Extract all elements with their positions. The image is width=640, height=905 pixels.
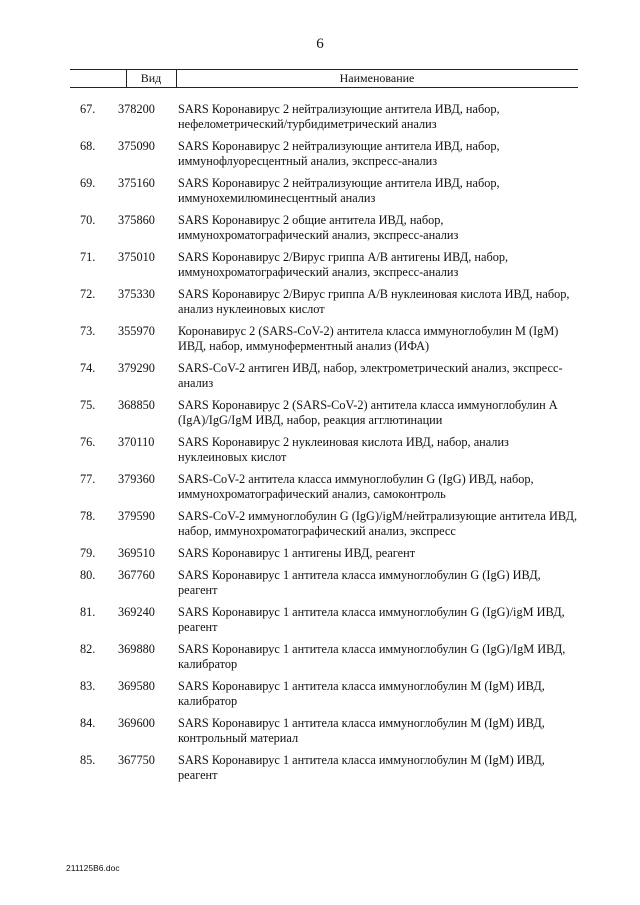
table-row: [0, 679, 640, 709]
row-name: SARS-CoV-2 антитела класса иммуноглобулин G (IgG) ИВД, набор, иммунохроматографический анализ, самоконтроль: [178, 472, 534, 501]
row-name: SARS Коронавирус 2 нейтрализующие антитела ИВД, набор, иммунохемилюминесцентный анализ: [178, 176, 500, 205]
row-name: SARS Коронавирус 2 нейтрализующие антитела ИВД, набор, нефелометрический/турбидиметрический анализ: [178, 102, 500, 131]
row-number: 69.: [80, 176, 96, 190]
row-number: 75.: [80, 398, 96, 412]
row-number: 83.: [80, 679, 96, 693]
row-code: 375330: [118, 287, 155, 301]
row-name: SARS-CoV-2 иммуноглобулин G (IgG)/igM/нейтрализующие антитела ИВД, набор, иммунохроматографический анализ, экспресс: [178, 509, 578, 538]
row-number: 74.: [80, 361, 96, 375]
table-row: [0, 435, 640, 465]
table-body: [0, 102, 640, 790]
table-row: [0, 509, 640, 539]
row-code: 369580: [118, 679, 155, 693]
row-number: 82.: [80, 642, 96, 656]
row-code: 367750: [118, 753, 155, 767]
row-code: 368850: [118, 398, 155, 412]
row-number: 84.: [80, 716, 96, 730]
row-code: 369240: [118, 605, 155, 619]
row-number: 78.: [80, 509, 96, 523]
header-name: Наименование: [339, 71, 415, 85]
row-number: 70.: [80, 213, 96, 227]
footer-filename: 211125B6.doc: [66, 863, 120, 873]
row-number: 72.: [80, 287, 96, 301]
table-row: [0, 250, 640, 280]
table-row: [0, 213, 640, 243]
row-code: 369880: [118, 642, 155, 656]
row-name: SARS Коронавирус 2 нуклеиновая кислота ИВД, набор, анализ нуклеиновых кислот: [178, 435, 509, 464]
row-code: 367760: [118, 568, 155, 582]
row-code: 379590: [118, 509, 155, 523]
table-row: [0, 139, 640, 169]
row-name: SARS Коронавирус 2/Вирус гриппа A/B антигены ИВД, набор, иммунохроматографический анализ, экспресс-анализ: [178, 250, 509, 279]
row-number: 85.: [80, 753, 96, 767]
row-name: SARS Коронавирус 1 антитела класса иммуноглобулин G (IgG)/igM ИВД, реагент: [178, 605, 565, 634]
row-code: 378200: [118, 102, 155, 116]
row-name: SARS Коронавирус 1 антитела класса иммуноглобулин M (IgM) ИВД, контрольный материал: [178, 716, 545, 745]
row-number: 81.: [80, 605, 96, 619]
table-row: [0, 324, 640, 354]
table-row: [0, 361, 640, 391]
row-code: 375090: [118, 139, 155, 153]
row-name: SARS Коронавирус 1 антитела класса иммуноглобулин G (IgG) ИВД, реагент: [178, 568, 541, 597]
row-code: 375010: [118, 250, 155, 264]
table-row: [0, 716, 640, 746]
row-name: SARS Коронавирус 2 нейтрализующие антитела ИВД, набор, иммунофлуоресцентный анализ, экспресс-анализ: [178, 139, 500, 168]
table-row: [0, 568, 640, 598]
row-name: SARS-CoV-2 антиген ИВД, набор, электрометрический анализ, экспресс-анализ: [178, 361, 563, 390]
row-code: 379290: [118, 361, 155, 375]
row-number: 77.: [80, 472, 96, 486]
row-number: 71.: [80, 250, 96, 264]
row-code: 369510: [118, 546, 155, 560]
row-name: SARS Коронавирус 1 антитела класса иммуноглобулин G (IgG)/IgM ИВД, калибратор: [178, 642, 566, 671]
row-name: SARS Коронавирус 2 общие антитела ИВД, набор, иммунохроматографический анализ, экспресс-анализ: [178, 213, 459, 242]
row-code: 375160: [118, 176, 155, 190]
header-vid: Вид: [140, 71, 162, 85]
row-code: 355970: [118, 324, 155, 338]
row-number: 79.: [80, 546, 96, 560]
page-number: 6: [316, 36, 324, 52]
table-row: [0, 642, 640, 672]
row-code: 375860: [118, 213, 155, 227]
row-code: 370110: [118, 435, 155, 449]
row-number: 73.: [80, 324, 96, 338]
table-row: [0, 398, 640, 428]
table-row: [0, 546, 640, 561]
row-name: SARS Коронавирус 1 антигены ИВД, реагент: [178, 546, 416, 560]
row-name: SARS Коронавирус 2/Вирус гриппа A/B нуклеиновая кислота ИВД, набор, анализ нуклеиновых кислот: [178, 287, 570, 316]
row-number: 80.: [80, 568, 96, 582]
table-row: [0, 472, 640, 502]
table-row: [0, 176, 640, 206]
row-number: 76.: [80, 435, 96, 449]
table-row: [0, 287, 640, 317]
row-number: 68.: [80, 139, 96, 153]
table-header: [70, 69, 578, 88]
table-row: [0, 102, 640, 132]
row-name: SARS Коронавирус 2 (SARS-CoV-2) антитела класса иммуноглобулин A (IgA)/IgG/IgM ИВД, набор, реакция агглютинации: [178, 398, 558, 427]
row-name: SARS Коронавирус 1 антитела класса иммуноглобулин M (IgM) ИВД, калибратор: [178, 679, 545, 708]
table-row: [0, 753, 640, 783]
row-code: 369600: [118, 716, 155, 730]
row-name: SARS Коронавирус 1 антитела класса иммуноглобулин M (IgM) ИВД, реагент: [178, 753, 545, 782]
row-code: 379360: [118, 472, 155, 486]
row-number: 67.: [80, 102, 96, 116]
row-name: Коронавирус 2 (SARS-CoV-2) антитела класса иммуноглобулин M (IgM) ИВД, набор, иммуноферментный анализ (ИФА): [178, 324, 559, 353]
table-row: [0, 605, 640, 635]
